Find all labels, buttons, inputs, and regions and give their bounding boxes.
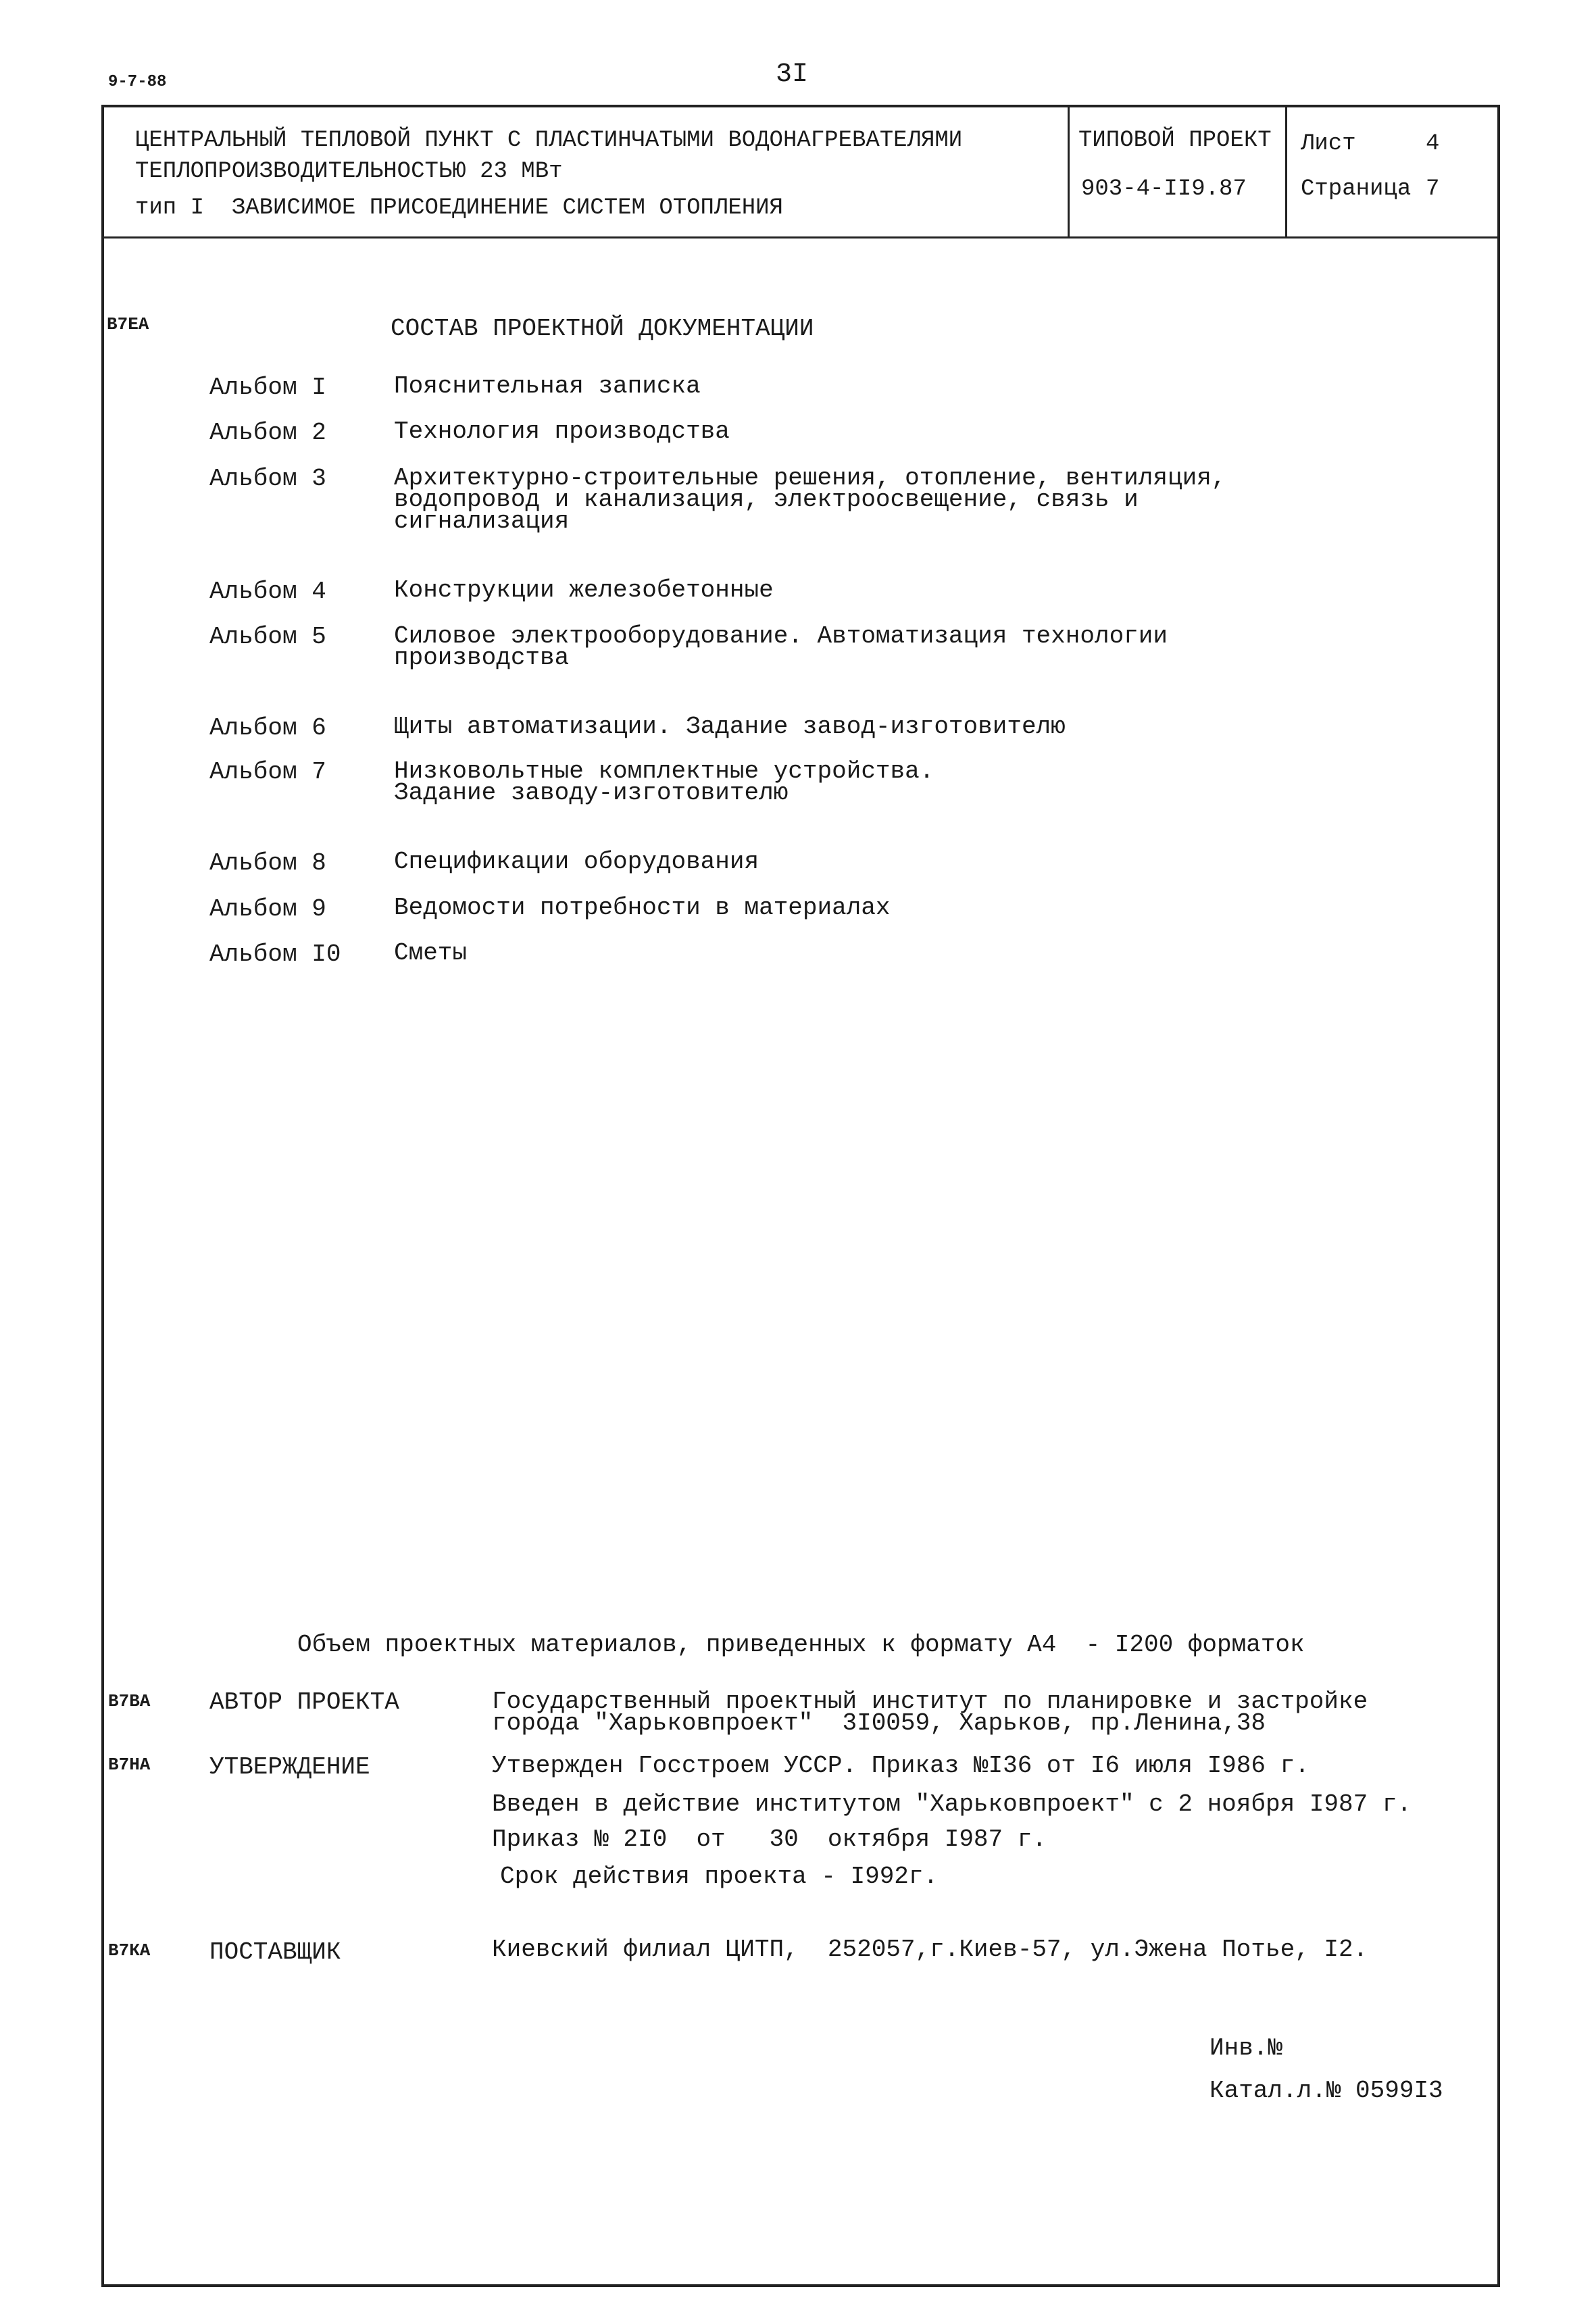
catalog-number: Катал.л.№ 0599I3 [1210,2077,1443,2105]
author-code: В7ВА [108,1691,151,1711]
approval-line: Введен в действие институтом "Харьковпроект" с 2 ноября I987 г. [492,1790,1412,1818]
album-description: Пояснительная записка [394,372,701,400]
album-description: Сметы [394,939,468,967]
album-description: Ведомости потребности в материалах [394,894,891,922]
album-description: Технология производства [394,418,730,445]
album-description: Щиты автоматизации. Задание завод-изготовителю [394,713,1066,740]
approval-label: УТВЕРЖДЕНИЕ [209,1753,370,1781]
album-label: Альбом 3 [209,465,326,493]
supplier-label: ПОСТАВЩИК [209,1938,341,1966]
supplier-code: В7КА [108,1940,151,1961]
album-label: Альбом I [209,374,326,401]
page-value: 7 [1426,176,1440,202]
album-description: Спецификации оборудования [394,848,759,876]
header-col-divider-1 [1068,105,1070,238]
header-title-line: ЦЕНТРАЛЬНЫЙ ТЕПЛОВОЙ ПУНКТ С ПЛАСТИНЧАТЫМИ ВОДОНАГРЕВАТЕЛЯМИ [135,128,963,153]
approval-code: В7НА [108,1755,151,1775]
document-code: 9-7-88 [108,73,167,91]
album-label: Альбом 7 [209,758,326,786]
album-description: Архитектурно-строительные решения, отопление, вентиляция, водопровод и канализация, электроосвещение, связь и сигнализация [394,464,1226,535]
album-label: Альбом 8 [209,849,326,877]
composition-title: СОСТАВ ПРОЕКТНОЙ ДОКУМЕНТАЦИИ [391,315,814,343]
author-line: города "Харьковпроект" 3I0059, Харьков, пр.Ленина,38 [492,1709,1266,1737]
album-label: Альбом 9 [209,895,326,923]
album-description: Конструкции железобетонные [394,576,774,604]
supplier-text: Киевский филиал ЦИТП, 252057,г.Киев-57, ул.Эжена Потье, I2. [492,1936,1368,1963]
album-description: Силовое электрооборудование. Автоматизация технологии производства [394,622,1168,672]
header-title-line: ТЕПЛОПРОИЗВОДИТЕЛЬНОСТЬЮ 23 МВт [135,159,563,184]
sheet-value: 4 [1426,131,1440,157]
author-label: АВТОР ПРОЕКТА [209,1688,399,1716]
approval-line: Срок действия проекта - I992г. [500,1863,939,1890]
album-label: Альбом 5 [209,623,326,651]
volume-note: Объем проектных материалов, приведенных к формату А4 - I200 форматок [297,1631,1305,1659]
sheet-label: Лист [1301,131,1356,157]
page-number: 3I [776,59,809,90]
album-label: Альбом I0 [209,940,341,968]
approval-line: Приказ № 2I0 от 30 октября I987 г. [492,1826,1047,1853]
album-label: Альбом 6 [209,714,326,742]
header-divider [101,236,1500,238]
approval-line: Утвержден Госстроем УССР. Приказ №I36 от I6 июля I986 г. [492,1752,1310,1780]
header-title-line: тип I ЗАВИСИМОЕ ПРИСОЕДИНЕНИЕ СИСТЕМ ОТОПЛЕНИЯ [135,195,783,221]
page-label: Страница [1301,176,1412,202]
composition-code: В7ЕА [107,314,149,334]
album-label: Альбом 2 [209,419,326,447]
author-line: Государственный проектный институт по планировке и застройке [492,1688,1368,1715]
album-description: Низковольтные комплектные устройства. Задание заводу-изготовителю [394,757,934,807]
album-label: Альбом 4 [209,578,326,605]
project-label: ТИПОВОЙ ПРОЕКТ [1078,128,1272,153]
project-number: 903-4-II9.87 [1081,176,1247,202]
header-col-divider-2 [1285,105,1287,238]
inventory-number: Инв.№ [1210,2034,1283,2062]
